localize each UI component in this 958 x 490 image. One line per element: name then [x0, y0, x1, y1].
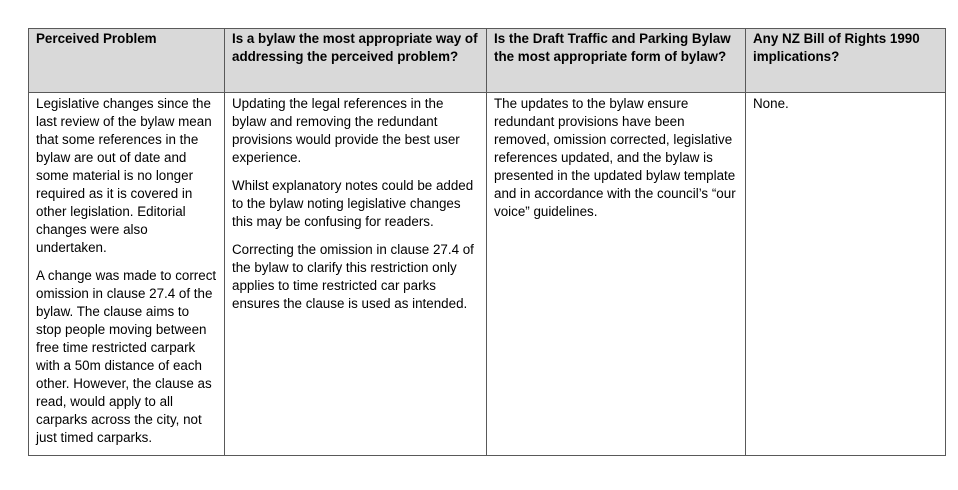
cell-bylaw-appropriate [225, 93, 487, 456]
cell-paragraph: None. [753, 96, 789, 111]
cell-draft-bylaw-form [487, 93, 746, 456]
header-bill-of-rights: Any NZ Bill of Rights 1990 implications? [746, 29, 946, 93]
cell-paragraph: Whilst explanatory notes could be added to the bylaw noting legislative changes this may be confusing for readers. [232, 178, 474, 229]
table-row [29, 93, 946, 456]
header-perceived-problem: Perceived Problem [29, 29, 225, 93]
table-header-row [29, 29, 946, 93]
cell-paragraph: A change was made to correct omission in clause 27.4 of the bylaw. The clause aims to stop people moving between free time restricted carpark with a 50m distance of each other. However, the clause as read, would apply to all carparks across the city, not just timed carparks. [36, 268, 217, 445]
cell-paragraph: Correcting the omission in clause 27.4 of the bylaw to clarify this restriction only applies to time restricted car parks ensures the clause is used as intended. [232, 242, 474, 311]
cell-perceived-problem [29, 93, 225, 456]
cell-paragraph: Updating the legal references in the bylaw and removing the redundant provisions would provide the best user experience. [232, 96, 460, 165]
header-draft-bylaw-form: Is the Draft Traffic and Parking Bylaw the most appropriate form of bylaw? [487, 29, 746, 93]
cell-bill-of-rights [746, 93, 946, 456]
header-bylaw-appropriate: Is a bylaw the most appropriate way of addressing the perceived problem? [225, 29, 487, 93]
cell-paragraph: The updates to the bylaw ensure redundant provisions have been removed, omission corrected, legislative references updated, and the bylaw is presented in the updated bylaw template and in accordance with the council’s “our voice” guidelines. [494, 96, 736, 219]
bylaw-assessment-table [28, 28, 946, 456]
bylaw-assessment-table-container [28, 28, 946, 456]
cell-paragraph: Legislative changes since the last review of the bylaw mean that some references in the bylaw are out of date and some material is no longer required as it is covered in other legislation. Editorial changes were also undertaken. [36, 96, 212, 255]
